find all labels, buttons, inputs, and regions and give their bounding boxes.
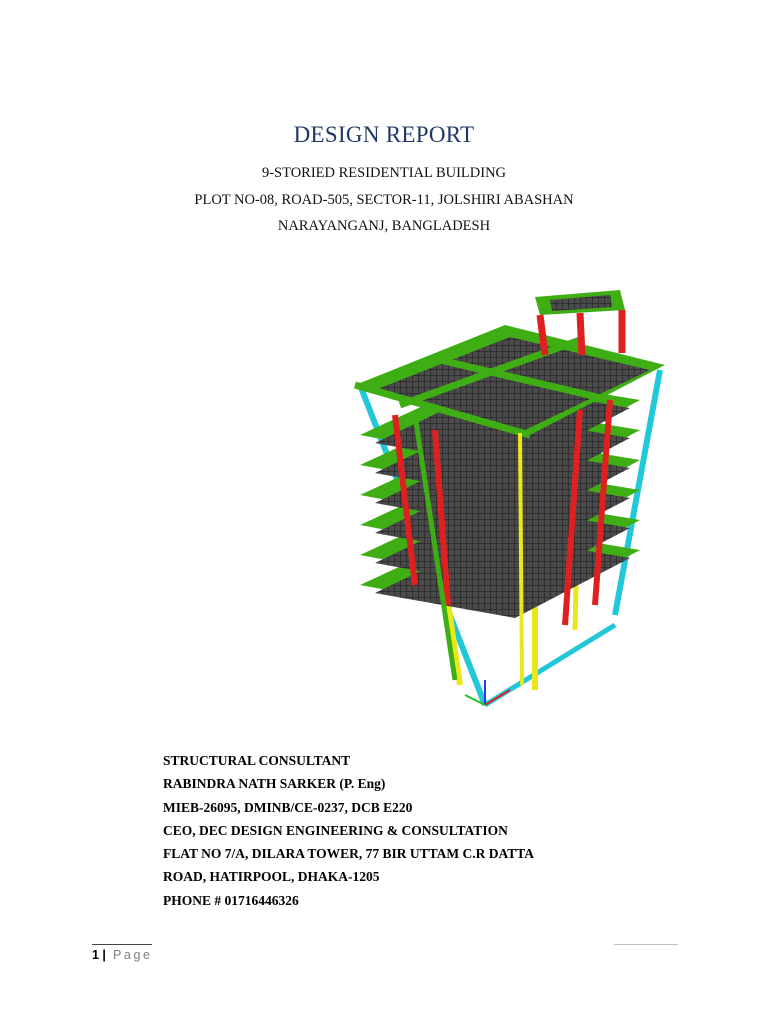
consultant-address-line-2: ROAD, HATIRPOOL, DHAKA-1205 bbox=[163, 869, 380, 885]
report-subtitle-building: 9-STORIED RESIDENTIAL BUILDING bbox=[261, 165, 507, 181]
page-number: 1 | bbox=[92, 948, 106, 962]
page-label: Page bbox=[113, 948, 153, 962]
report-subtitle-plot: PLOT NO-08, ROAD-505, SECTOR-11, JOLSHIRI ABASHAN bbox=[194, 192, 574, 208]
footer-divider-right bbox=[614, 944, 678, 945]
consultant-name: RABINDRA NATH SARKER (P. Eng) bbox=[163, 776, 386, 792]
consultant-company: CEO, DEC DESIGN ENGINEERING & CONSULTATION bbox=[163, 822, 508, 838]
building-frame-model-image bbox=[340, 285, 680, 715]
footer-divider-left bbox=[92, 944, 152, 945]
consultant-heading: STRUCTURAL CONSULTANT bbox=[163, 753, 351, 768]
consultant-block bbox=[163, 749, 534, 912]
consultant-registrations: MIEB-26095, DMINB/CE-0237, DCB E220 bbox=[163, 799, 413, 815]
consultant-phone: PHONE # 01716446326 bbox=[163, 892, 299, 908]
page-footer bbox=[92, 944, 678, 968]
report-subtitle-location: NARAYANGANJ, BANGLADESH bbox=[277, 218, 491, 234]
report-title: DESIGN REPORT bbox=[293, 122, 475, 147]
consultant-address-line-1: FLAT NO 7/A, DILARA TOWER, 77 BIR UTTAM C.R DATTA bbox=[163, 846, 535, 862]
